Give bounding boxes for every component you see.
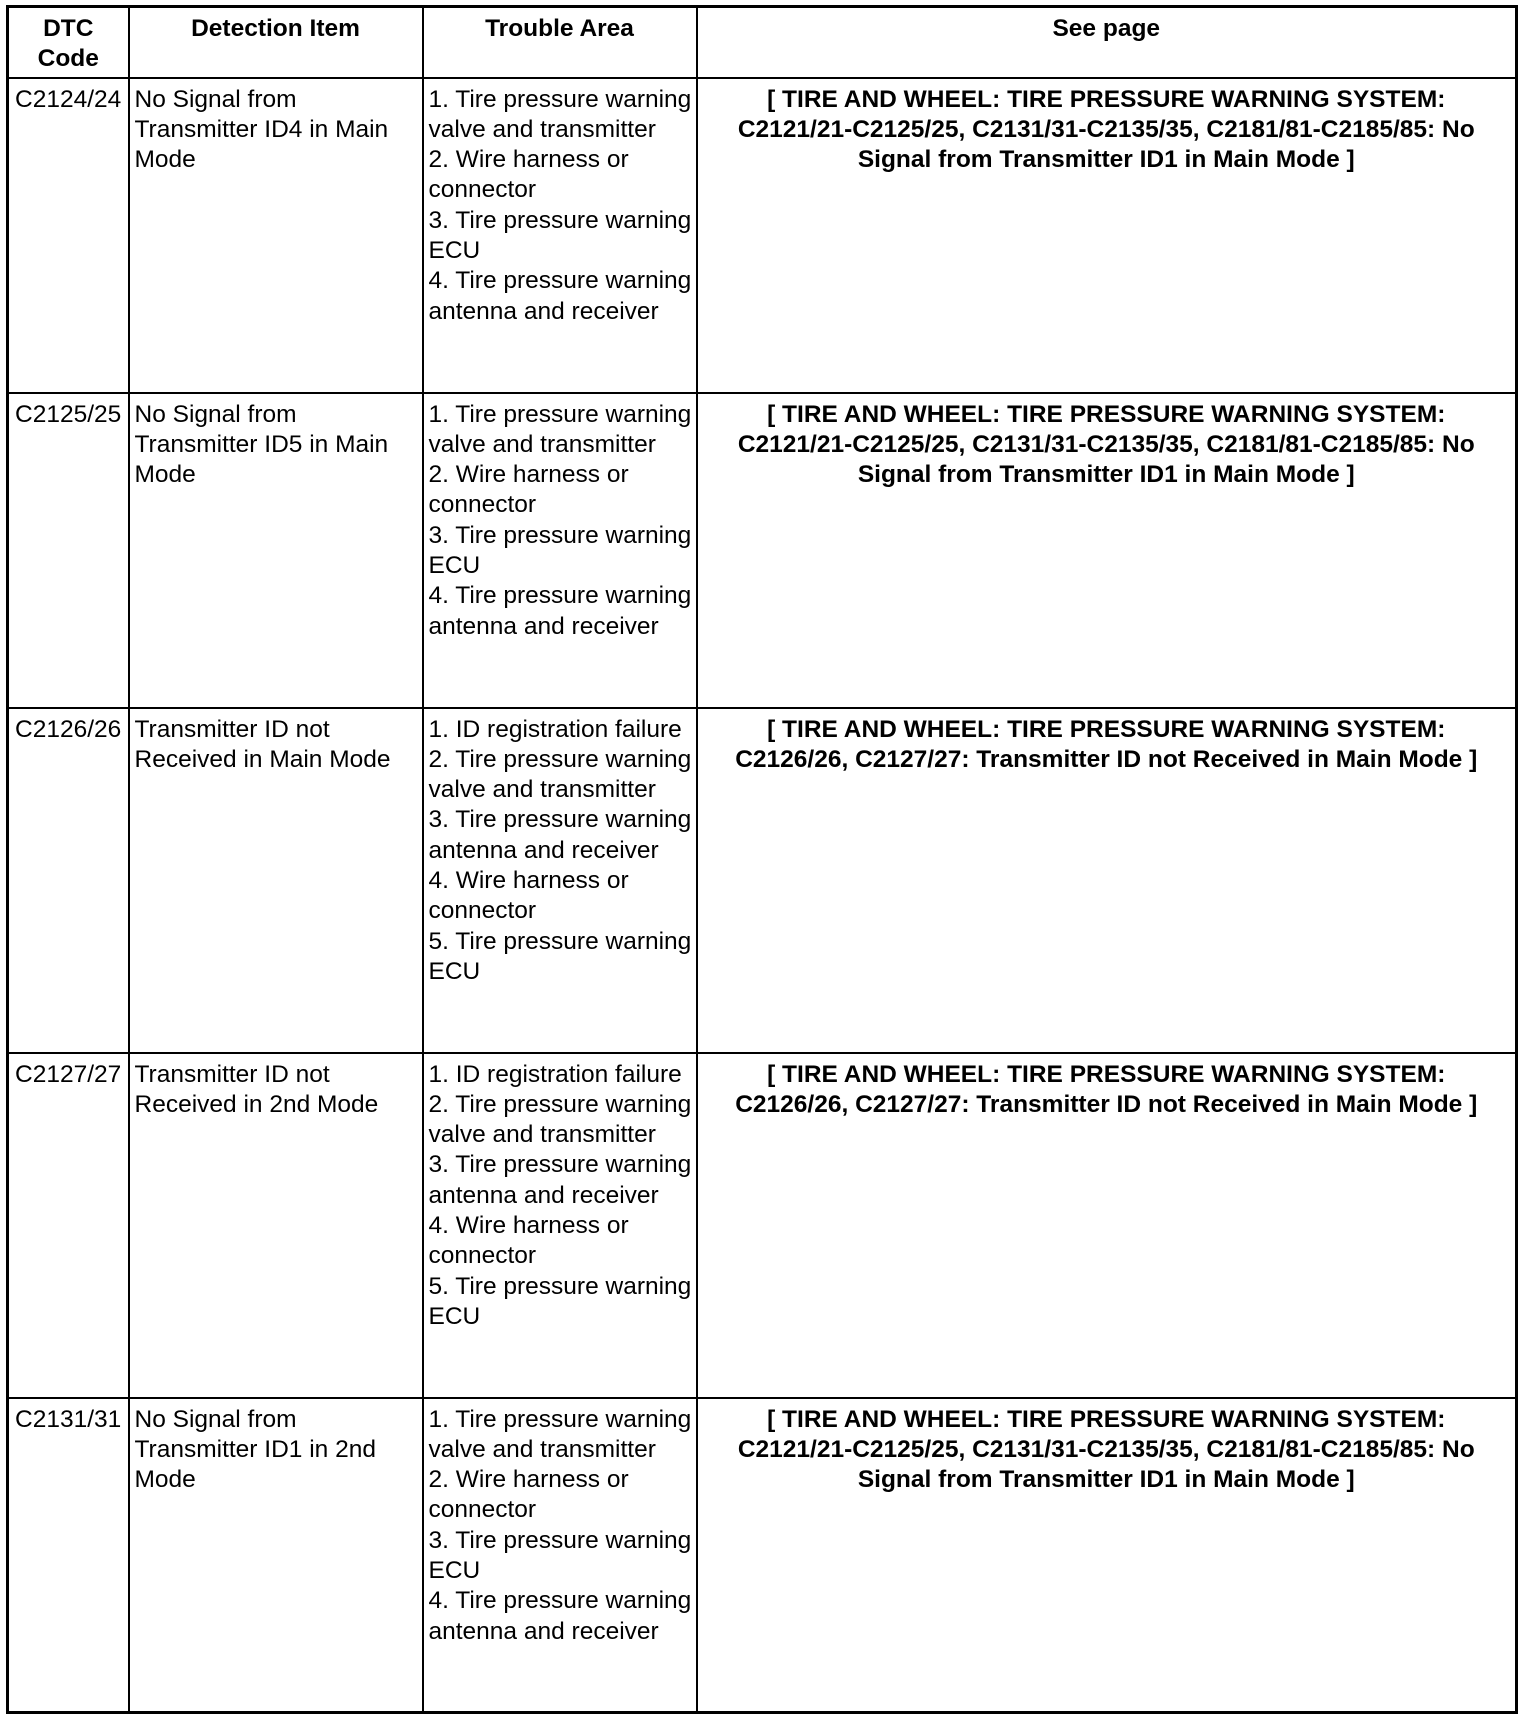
header-trouble-area: Trouble Area [423,7,697,78]
trouble-item: 1. ID registration failure [428,715,682,743]
trouble-item: 2. Wire harness or connector [428,1466,629,1524]
dtc-table [6,5,1518,1714]
table-row [8,708,1517,1053]
table-row [8,1398,1517,1713]
detection-item-cell: No Signal from Transmitter ID5 in Main Mode [129,393,423,708]
see-page-link[interactable]: [ TIRE AND WHEEL: TIRE PRESSURE WARNING SYSTEM: C2121/21-C2125/25, C2131/31-C2135/35, C2181/81-C2185/85: No Signal from Transmitter ID1 in Main Mode ] [697,393,1517,708]
see-page-link[interactable]: [ TIRE AND WHEEL: TIRE PRESSURE WARNING SYSTEM: C2126/26, C2127/27: Transmitter ID not Received in Main Mode ] [697,1053,1517,1398]
detection-item-cell: No Signal from Transmitter ID1 in 2nd Mode [129,1398,423,1713]
detection-item-cell: Transmitter ID not Received in Main Mode [129,708,423,1053]
trouble-item: 3. Tire pressure warning antenna and receiver [428,806,692,864]
trouble-item: 4. Wire harness or connector [428,867,629,925]
trouble-item: 3. Tire pressure warning ECU [428,206,692,265]
table-row [8,78,1517,393]
dtc-code-cell: C2126/26 [8,708,129,1053]
detection-item-cell: Transmitter ID not Received in 2nd Mode [129,1053,423,1398]
trouble-area-cell [423,1053,697,1398]
trouble-item: 3. Tire pressure warning ECU [428,521,692,580]
trouble-item: 1. Tire pressure warning valve and transmitter [428,1405,692,1463]
trouble-item: 4. Tire pressure warning antenna and receiver [428,1587,692,1645]
trouble-item: 5. Tire pressure warning ECU [428,927,692,985]
dtc-code-cell: C2125/25 [8,393,129,708]
header-see-page: See page [697,7,1517,78]
trouble-item: 1. ID registration failure [428,1060,682,1088]
table-row [8,393,1517,708]
trouble-area-cell [423,78,697,393]
dtc-code-cell: C2127/27 [8,1053,129,1398]
trouble-item: 1. Tire pressure warning valve and transmitter [428,85,692,143]
trouble-item: 4. Tire pressure warning antenna and receiver [428,582,692,640]
see-page-link[interactable]: [ TIRE AND WHEEL: TIRE PRESSURE WARNING SYSTEM: C2126/26, C2127/27: Transmitter ID not Received in Main Mode ] [697,708,1517,1053]
see-page-link[interactable]: [ TIRE AND WHEEL: TIRE PRESSURE WARNING SYSTEM: C2121/21-C2125/25, C2131/31-C2135/35, C2181/81-C2185/85: No Signal from Transmitter ID1 in Main Mode ] [697,78,1517,393]
trouble-area-cell [423,393,697,708]
trouble-item: 2. Wire harness or connector [428,461,629,519]
detection-item-cell: No Signal from Transmitter ID4 in Main Mode [129,78,423,393]
dtc-code-cell: C2131/31 [8,1398,129,1713]
trouble-item: 1. Tire pressure warning valve and transmitter [428,400,692,458]
trouble-item: 5. Tire pressure warning ECU [428,1272,692,1330]
trouble-item: 3. Tire pressure warning antenna and receiver [428,1151,692,1209]
trouble-area-cell [423,708,697,1053]
header-row [8,7,1517,78]
trouble-area-cell [423,1398,697,1713]
dtc-code-cell: C2124/24 [8,78,129,393]
table-row [8,1053,1517,1398]
header-dtc-code: DTC Code [8,7,129,78]
header-detection-item: Detection Item [129,7,423,78]
trouble-item: 2. Tire pressure warning valve and transmitter [428,1090,692,1149]
trouble-item: 2. Tire pressure warning valve and transmitter [428,745,692,804]
trouble-item: 3. Tire pressure warning ECU [428,1526,692,1585]
trouble-item: 4. Tire pressure warning antenna and receiver [428,267,692,325]
trouble-item: 4. Wire harness or connector [428,1212,629,1270]
trouble-item: 2. Wire harness or connector [428,146,629,204]
see-page-link[interactable]: [ TIRE AND WHEEL: TIRE PRESSURE WARNING SYSTEM: C2121/21-C2125/25, C2131/31-C2135/35, C2181/81-C2185/85: No Signal from Transmitter ID1 in Main Mode ] [697,1398,1517,1713]
